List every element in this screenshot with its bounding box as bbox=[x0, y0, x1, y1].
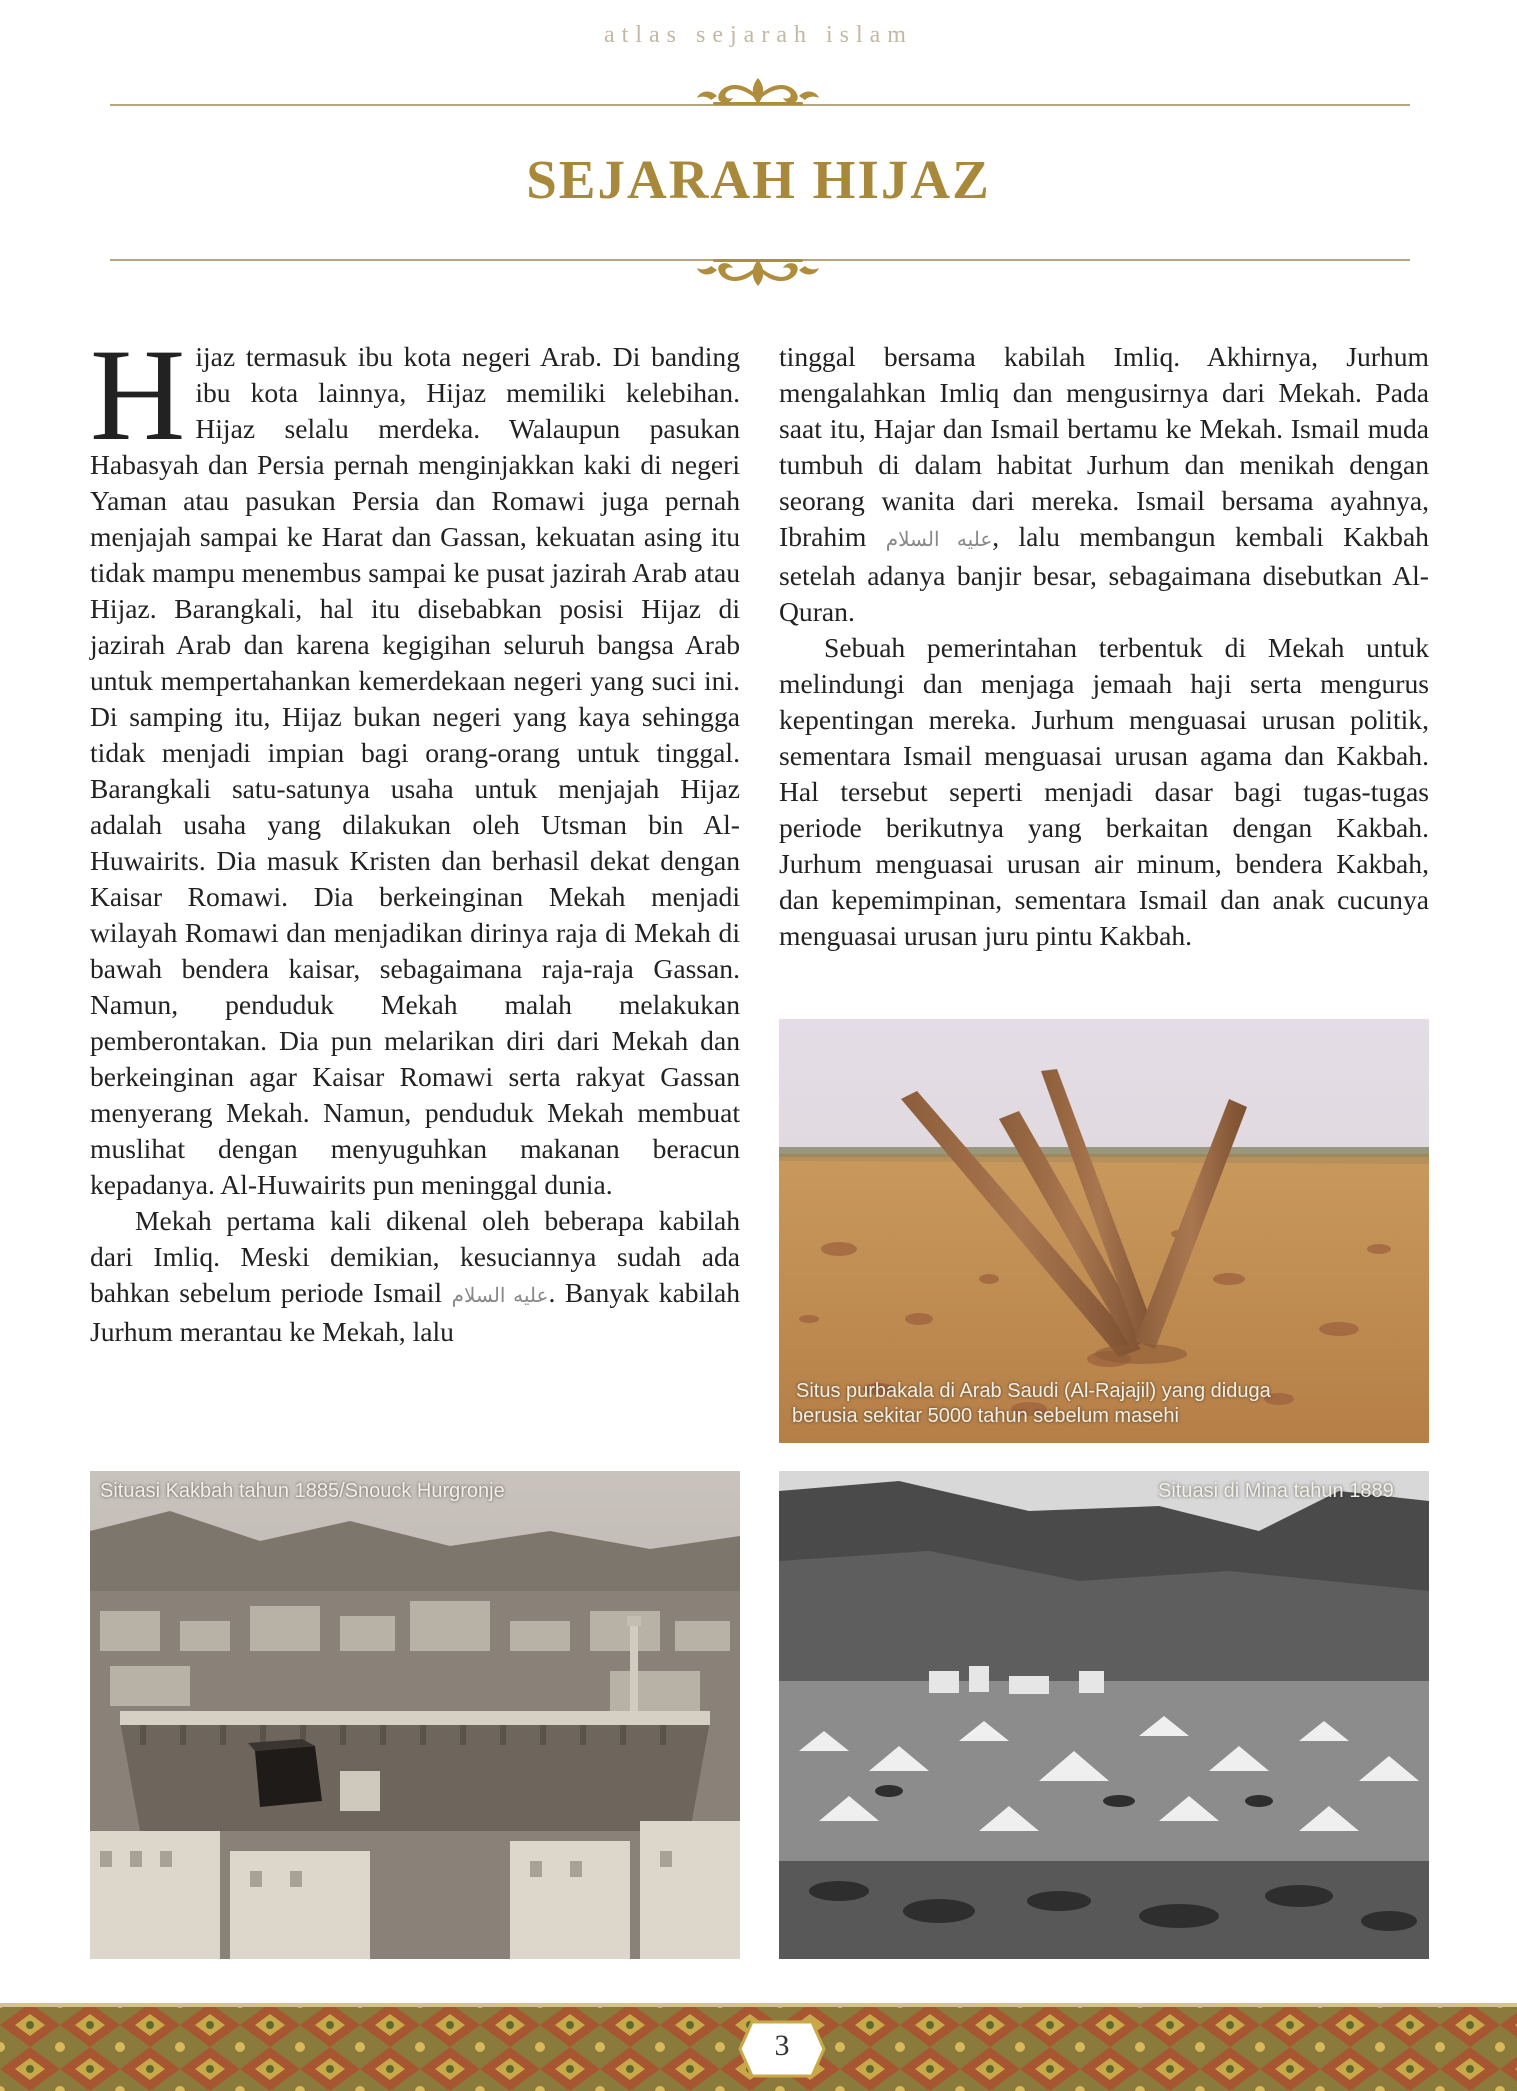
paragraph-3-text-b: , lalu membangun kembali Kakbah setelah adanya banjir besar, sebagaimana disebutkan Al-Quran. bbox=[779, 521, 1429, 627]
rajajil-caption-line-2: berusia sekitar 5000 tahun sebelum masehi bbox=[792, 1405, 1179, 1427]
running-head: atlas sejarah islam bbox=[604, 22, 913, 48]
page-number: 3 bbox=[774, 2029, 790, 2062]
photo-kakbah-1885 bbox=[90, 1471, 740, 1959]
ornament-top-icon bbox=[693, 74, 823, 110]
page-title: SEJARAH HIJAZ bbox=[526, 149, 991, 210]
article-column-right bbox=[779, 339, 1429, 954]
rajajil-caption-line-1: Situs purbakala di Arab Saudi (Al-Rajajil) yang diduga bbox=[796, 1380, 1271, 1402]
honorific-glyph: عليه السلام bbox=[451, 1285, 549, 1307]
paragraph-3 bbox=[779, 339, 1429, 630]
paragraph-4: Sebuah pemerintahan terbentuk di Mekah untuk melindungi dan menjaga jemaah haji serta mengurus kepentingan mereka. Jurhum menguasai urusan politik, sementara Ismail menguasai urusan agama dan Kakbah. Hal tersebut seperti menjadi dasar bagi tugas-tugas periode berikutnya yang berkaitan dengan Kakbah. Jurhum menguasai urusan air minum, bendera Kakbah, dan kepemimpinan, sementara Ismail dan anak cucunya menguasai urusan juru pintu Kakbah. bbox=[779, 632, 1429, 951]
kakbah-caption: Situasi Kakbah tahun 1885/Snouck Hurgronje bbox=[100, 1480, 505, 1502]
paragraph-2-text-b: . Banyak kabilah Jurhum merantau ke Mekah, lalu bbox=[90, 1277, 740, 1347]
paragraph-1-text: ijaz termasuk ibu kota negeri Arab. Di banding ibu kota lainnya, Hijaz memiliki kelebihan. Hijaz selalu merdeka. Walaupun pasukan Habasyah dan Persia pernah menginjakkan kaki di negeri Yaman atau pasukan Persia dan Romawi juga pernah menjajah sampai ke Harat dan Gassan, kekuatan asing itu tidak mampu menembus sampai ke pusat jazirah Arab atau Hijaz. Barangkali, hal itu disebabkan posisi Hijaz di jazirah Arab dan karena kegigihan seluruh bangsa Arab untuk mempertahankan kemerdekaan negeri yang suci ini. Di samping itu, Hijaz bukan negeri yang kaya sehingga tidak menjadi impian bagi orang-orang untuk tinggal. Barangkali satu-satunya usaha untuk menjajah Hijaz adalah usaha yang dilakukan oleh Utsman bin Al-Huwairits. Dia masuk Kristen dan berhasil dekat dengan Kaisar Romawi. Dia berkeinginan Mekah menjadi wilayah Romawi dan menjadikan dirinya raja di Mekah di bawah bendera kaisar, sebagaimana raja-raja Gassan. Namun, penduduk Mekah malah melakukan pemberontakan. Dia pun melarikan diri dari Mekah dan berkeinginan agar Kaisar Romawi serta rakyat Gassan menyerang Mekah. Namun, penduduk Mekah membuat muslihat dengan menyuguhkan makanan beracun kepadanya. Al-Huwairits pun meninggal dunia. bbox=[90, 341, 740, 1200]
paragraph-2 bbox=[90, 1203, 740, 1350]
paragraph-3-text-a: tinggal bersama kabilah Imliq. Akhirnya, Jurhum mengalahkan Imliq dan mengusirnya dari Mekah. Pada saat itu, Hajar dan Ismail bertamu ke Mekah. Ismail muda tumbuh di dalam habitat Jurhum dan menikah dengan seorang wanita dari mereka. Ismail bersama ayahnya, Ibrahim bbox=[779, 341, 1429, 552]
drop-cap: H bbox=[90, 321, 186, 468]
paragraph-2-text-a: Mekah pertama kali dikenal oleh beberapa kabilah dari Imliq. Meski demikian, kesuciannya sudah ada bahkan sebelum periode Ismail bbox=[90, 1205, 740, 1308]
mina-caption: Situasi di Mina tahun 1889 bbox=[1158, 1480, 1394, 1502]
ornament-bottom-icon bbox=[693, 256, 823, 292]
photo-mina-1889 bbox=[779, 1471, 1429, 1959]
article-column-left bbox=[90, 321, 740, 1350]
honorific-glyph: عليه السلام bbox=[885, 529, 993, 551]
paragraph-1 bbox=[90, 321, 740, 1203]
